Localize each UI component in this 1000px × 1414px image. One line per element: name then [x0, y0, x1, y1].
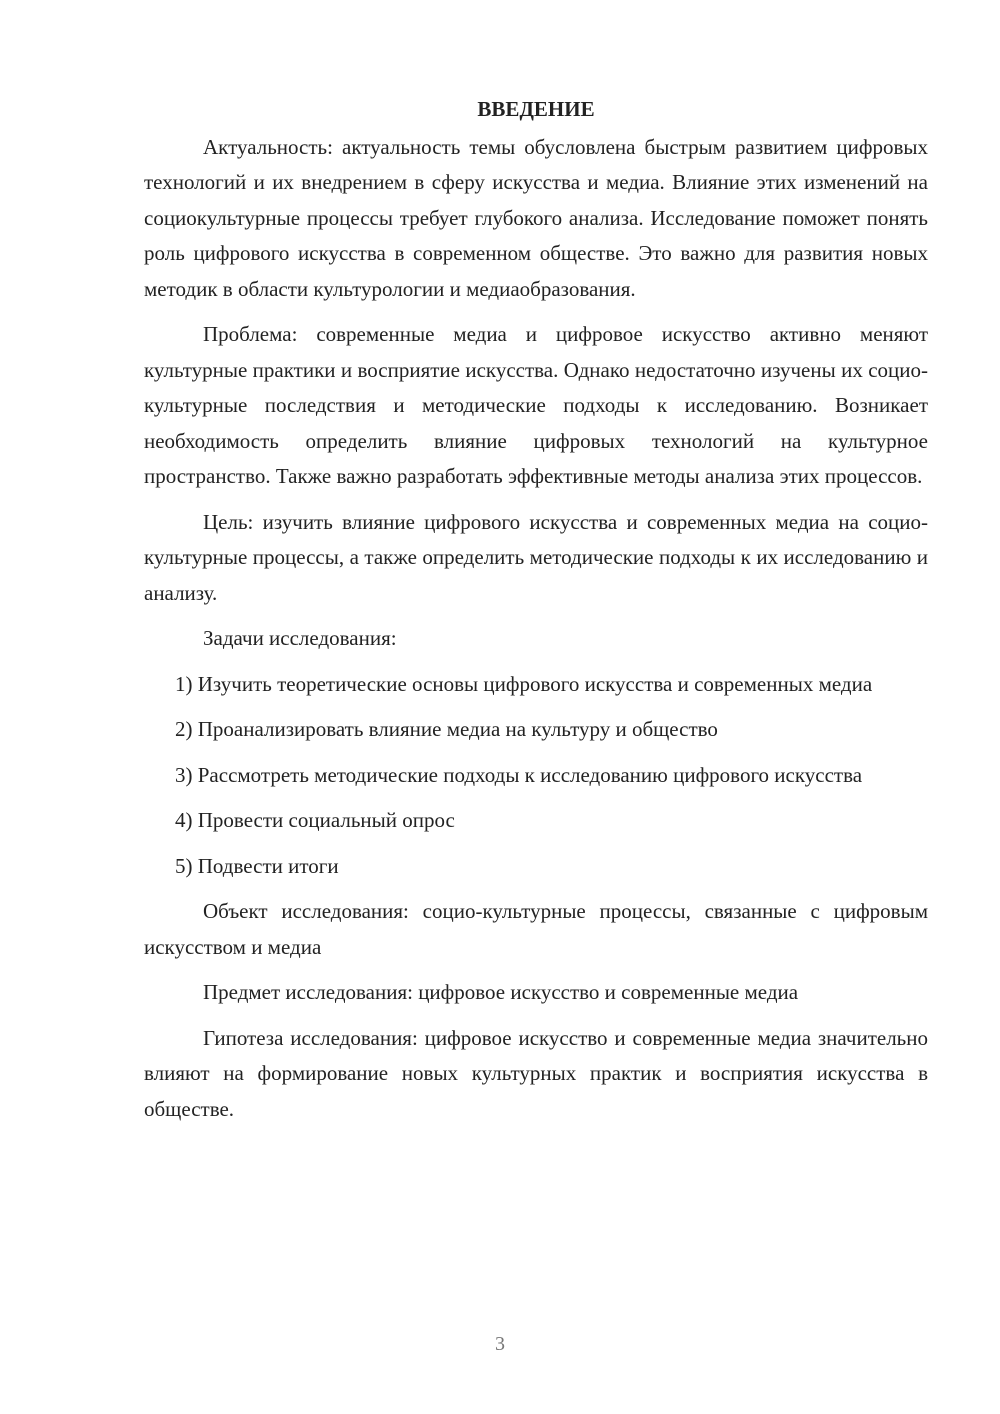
paragraph-hypothesis: Гипотеза исследования: цифровое искусство и современные медиа значительно влияют на формирование новых культурных практик и восприятия искусства в обществе.: [144, 1025, 928, 1121]
paragraph-problem: Проблема: современные медиа и цифровое искусство активно меняют культурные практики и восприятие искусства. Однако недостаточно изучены их социо-культурные последствия и методические подходы к исследованию. Возникает необходимость определить влияние цифровых технологий на культурное пространство. Также важно разработать эффективные методы анализа этих процессов.: [144, 322, 928, 488]
paragraph-subject: Предмет исследования: цифровое искусство и современные медиа: [203, 980, 799, 1004]
task-item-1: 1) Изучить теоретические основы цифрового искусства и современных медиа: [175, 671, 873, 696]
task-item-4: 4) Провести социальный опрос: [175, 808, 455, 832]
task-item-3: 3) Рассмотреть методические подходы к исследованию цифрового искусства: [175, 762, 863, 787]
paragraph-goal: Цель: изучить влияние цифрового искусства и современных медиа на социо-культурные процессы, а также определить методические подходы к их исследованию и анализу.: [144, 509, 928, 605]
paragraph-tasks-heading: Задачи исследования:: [203, 626, 397, 650]
paragraph-relevance: Актуальность: актуальность темы обусловлена быстрым развитием цифровых технологий и их внедрением в сферу искусства и медиа. Влияние этих изменений на социокультурные процессы требует глубокого анализа. Исследование поможет понять роль цифрового искусства в современном обществе. Это важно для развития новых методик в области культурологии и медиаобразования.: [144, 134, 928, 301]
page-number: 3: [495, 1333, 505, 1355]
task-item-5: 5) Подвести итоги: [175, 853, 339, 878]
paragraph-object: Объект исследования: социо-культурные процессы, связанные с цифровым искусством и медиа: [144, 899, 928, 959]
page-content: [144, 92, 928, 1137]
task-item-2: 2) Проанализировать влияние медиа на культуру и общество: [175, 717, 718, 741]
section-title: ВВЕДЕНИЕ: [477, 97, 595, 121]
